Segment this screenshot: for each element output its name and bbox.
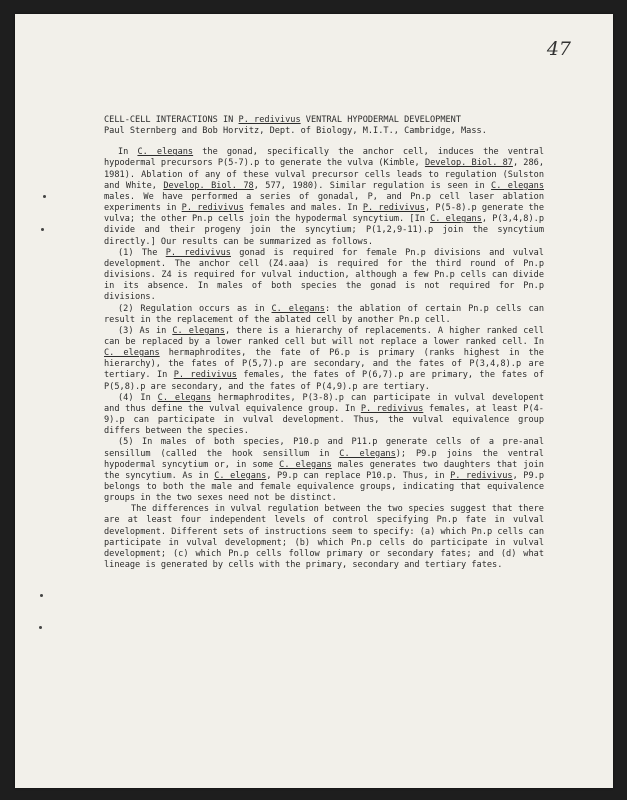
paragraph [104, 393, 544, 438]
underlined-term: C. elegans [491, 180, 544, 191]
underlined-term: C. elegans [137, 147, 194, 158]
species-name: P. redivivus [238, 115, 301, 125]
underlined-term: C. elegans [339, 448, 396, 459]
text-run: females, the fates of P(6,7).p are primary, the fates of P(5,8).p are secondary, and the fates of P(4,9).p are tertiary. [104, 370, 544, 392]
margin-mark [41, 228, 44, 231]
underlined-term: P. redivivus [173, 370, 237, 381]
abstract-body [104, 115, 544, 571]
paragraph [104, 304, 544, 326]
paragraph [104, 147, 544, 247]
text-run: , P9.p can replace P10.p. Thus, in [266, 470, 451, 481]
underlined-term: P. redivivus [450, 470, 513, 481]
paragraphs [104, 147, 544, 571]
text-run: (3) As in [118, 325, 173, 336]
paragraph [104, 248, 544, 304]
text-run: In [118, 147, 138, 158]
author-line: Paul Sternberg and Bob Horvitz, Dept. of Biology, M.I.T., Cambridge, Mass. [104, 126, 487, 137]
page-number: 47 [546, 38, 571, 60]
underlined-term: P. redivivus [360, 403, 424, 414]
text-run: The differences in vulval regulation between the two species suggest that there are at least four independent levels of control specifying Pn.p fate in vulval development. Different sets of instructions seem to specify: (a) which Pn.p cells can participate in vulval development; (b) which Pn.p cells do participate in vulval development; (c) which Pn.p cells follow primary or secondary fates; and (d) what lineage is generated by cells with the primary, secondary and tertiary fates. [104, 504, 544, 571]
underlined-term: C. elegans [271, 303, 325, 314]
margin-mark [39, 626, 42, 629]
margin-mark [40, 594, 43, 597]
text-run: , there is a hierarchy of replacements. A higher ranked cell can be replaced by a lower ranked cell but will not replace a lower ranked cell. In [104, 325, 544, 347]
text-run: the gonad, specifically the anchor cell, induces the ventral hypodermal precursors P(5-7).p to generate the vulva (Kimble, [104, 147, 545, 169]
text-run: , 286, 1981). Ablation of any of these vulval precursor cells leads to regulation (Sulston and White, [104, 158, 544, 191]
text-run: (2) Regulation occurs as in [118, 303, 272, 314]
underlined-term: P. redivivus [165, 247, 231, 258]
text-run: hermaphrodites, the fate of P6.p is primary (ranks highest in the hierarchy), the fates of P(5,7).p are secondary, and the fates of P(3,4,8).p are tertiary. In [104, 348, 544, 381]
paragraph [104, 437, 544, 504]
text-run: females and males. In [243, 203, 363, 214]
text-run: ); P9.p joins the ventral hypodermal syncytium or, in some [104, 448, 544, 470]
underlined-term: P. redivivus [362, 203, 425, 214]
text-run: (1) The [118, 247, 166, 258]
text-run: gonad is required for female Pn.p divisions and vulval development. The anchor cell (Z4.aaa) is required for the third round of Pn.p divisions. Z4 is required for vulval induction, although a few Pn.p cells can divide in its absence. In males of both species the gonad is not required for Pn.p divisions. [104, 247, 544, 303]
document-page [15, 14, 613, 788]
text-run: hermaphrodites, P(3-8).p can participate in vulval developent and thus define the vulval equivalence group. In [104, 392, 544, 414]
underlined-term: C. elegans [104, 348, 160, 359]
text-run: : the ablation of certain Pn.p cells can result in the replacement of the ablated cell by another Pn.p cell. [104, 303, 544, 325]
underlined-term: C. elegans [214, 470, 267, 481]
text-run: , P(3,4,8).p divide and their progeny join the syncytium; P(1,2,9-11).p join the syncytium directly.] Our results can be summarized as follows. [104, 214, 544, 247]
paragraph [104, 504, 544, 571]
text-run: (4) In [118, 392, 158, 403]
underlined-term: Develop. Biol. 78 [163, 180, 254, 191]
text-run: , 577, 1980). Similar regulation is seen in [253, 180, 492, 191]
text-run: males generates two daughters that join the syncytium. As in [104, 459, 544, 481]
margin-mark [43, 195, 46, 198]
underlined-term: Develop. Biol. 87 [424, 158, 513, 169]
text-run: males. We have performed a series of gonadal, P, and Pn.p cell laser ablation experiments in [104, 191, 544, 214]
underlined-term: C. elegans [172, 325, 225, 336]
abstract-title: CELL-CELL INTERACTIONS IN P. redivivus VENTRAL HYPODERMAL DEVELOPMENT [104, 115, 462, 125]
text-run: (5) In males of both species, P10.p and P11.p generate cells of a pre-anal sensillum (called the hook sensillum in [104, 437, 544, 459]
text-run: , P9.p belongs to both the male and female equivalence groups, indicating that equivalence groups in the two sexes need not be distinct. [104, 470, 544, 504]
underlined-term: C. elegans [430, 214, 482, 225]
underlined-term: C. elegans [157, 392, 212, 403]
underlined-term: P. redivivus [181, 203, 244, 214]
paragraph [104, 326, 544, 393]
text-run: females, at least P(4-9).p can participate in vulval development. Thus, the vulval equivalence group differs between the species. [104, 403, 544, 437]
underlined-term: C. elegans [279, 459, 332, 470]
text-run: , P(5-8).p generate the vulva; the other Pn.p cells join the hypodermal syncytium. [In [104, 203, 545, 225]
